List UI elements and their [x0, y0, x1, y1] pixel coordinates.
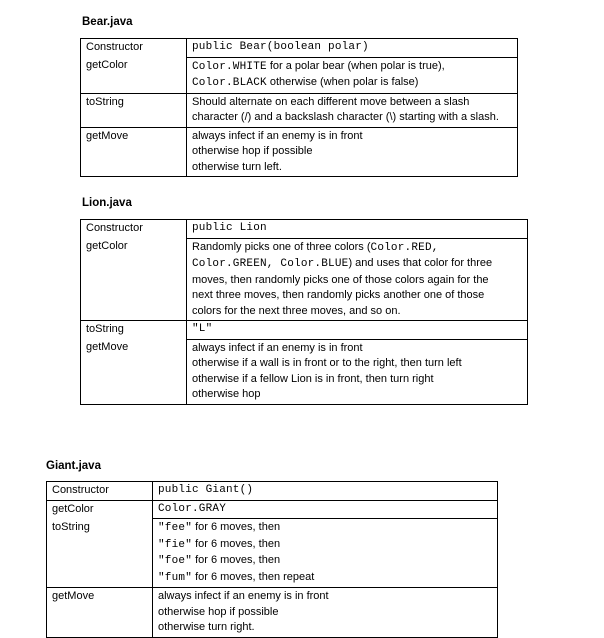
lion-tostring-label: toString — [81, 321, 187, 340]
table-row — [81, 321, 528, 340]
lion-getcolor-value — [187, 238, 528, 321]
code-text: "fum" — [158, 571, 193, 584]
table-row — [81, 127, 518, 177]
bear-table-wrap — [80, 38, 518, 177]
bear-section — [82, 16, 133, 28]
lion-constructor-label: Constructor — [81, 220, 187, 239]
table-row — [47, 482, 498, 501]
line — [158, 570, 492, 587]
giant-tostring-label: toString — [47, 519, 153, 588]
table-row — [81, 339, 528, 404]
code-text: Color.GREEN, Color.BLUE — [192, 258, 349, 270]
line: otherwise hop if possible — [192, 145, 313, 157]
line: character (/) and a backslash character (\) starting with a slash. — [192, 111, 499, 123]
line: moves, then randomly picks one of those colors again for the — [192, 273, 489, 286]
lion-tostring-value: "L" — [187, 321, 528, 340]
line: otherwise if a wall is in front or to the right, then turn left — [192, 357, 462, 369]
giant-table-wrap — [46, 481, 498, 638]
line: next three moves, then randomly picks another one of those — [192, 289, 485, 301]
table-row — [47, 588, 498, 638]
giant-tostring-value — [153, 519, 498, 588]
table-row — [47, 500, 498, 519]
text: for 6 moves, then — [192, 554, 281, 566]
giant-constructor-value: public Giant() — [153, 482, 498, 501]
giant-getmove-label: getMove — [47, 588, 153, 638]
line: otherwise turn left. — [192, 160, 282, 173]
lion-title: Lion.java — [82, 197, 132, 209]
text: otherwise (when polar is false) — [266, 76, 419, 88]
giant-table — [46, 481, 498, 638]
line — [192, 256, 522, 273]
table-row — [81, 93, 518, 127]
line: colors for the next three moves, and so on. — [192, 304, 401, 317]
code-text: Color.RED, — [370, 241, 439, 254]
lion-constructor-value: public Lion — [187, 220, 528, 239]
giant-getcolor-value: Color.GRAY — [153, 500, 498, 519]
line — [158, 520, 492, 537]
text: Randomly picks one of three colors ( — [192, 240, 371, 253]
lion-getmove-value — [187, 339, 528, 404]
text: for a polar bear (when polar is true), — [266, 59, 445, 72]
code-text: "fie" — [158, 538, 193, 551]
line — [158, 553, 492, 570]
line: otherwise turn right. — [158, 621, 255, 633]
bear-constructor-label: Constructor — [81, 39, 187, 58]
code-text: Color.BLACK — [192, 77, 267, 89]
code-text: "foe" — [158, 555, 193, 567]
line: always infect if an enemy is in front — [192, 129, 363, 142]
bear-tostring-label: toString — [81, 93, 187, 127]
bear-table — [80, 38, 518, 177]
lion-getcolor-label: getColor — [81, 238, 187, 321]
lion-getmove-label: getMove — [81, 339, 187, 404]
giant-title: Giant.java — [46, 460, 101, 472]
line — [192, 75, 512, 92]
line: Should alternate on each different move between a slash — [192, 95, 470, 108]
giant-section — [46, 460, 101, 472]
line — [192, 240, 522, 257]
text: for 6 moves, then — [192, 537, 281, 550]
line — [192, 59, 512, 76]
line — [158, 537, 492, 554]
bear-getcolor-value — [187, 57, 518, 93]
bear-getmove-value — [187, 127, 518, 177]
line: otherwise hop if possible — [158, 605, 279, 618]
line: always infect if an enemy is in front — [192, 341, 363, 354]
text: ) and uses that color for three — [348, 257, 493, 269]
bear-title: Bear.java — [82, 16, 133, 28]
code-text: "fee" — [158, 522, 193, 534]
table-row — [47, 519, 498, 588]
table-row — [81, 57, 518, 93]
code-text: Color.WHITE — [192, 60, 267, 73]
bear-getcolor-label: getColor — [81, 57, 187, 93]
text: for 6 moves, then — [192, 521, 281, 533]
giant-constructor-label: Constructor — [47, 482, 153, 501]
giant-getcolor-label: getColor — [47, 500, 153, 519]
bear-tostring-value — [187, 93, 518, 127]
lion-table-wrap — [80, 219, 528, 405]
table-row — [81, 220, 528, 239]
lion-table — [80, 219, 528, 405]
line: always infect if an enemy is in front — [158, 590, 329, 602]
bear-getmove-label: getMove — [81, 127, 187, 177]
line: otherwise if a fellow Lion is in front, then turn right — [192, 372, 434, 385]
text: for 6 moves, then repeat — [192, 570, 315, 583]
table-row — [81, 238, 528, 321]
bear-constructor-value: public Bear(boolean polar) — [187, 39, 518, 58]
table-row — [81, 39, 518, 58]
lion-section — [82, 197, 132, 209]
giant-getmove-value — [153, 588, 498, 638]
line: otherwise hop — [192, 388, 261, 400]
